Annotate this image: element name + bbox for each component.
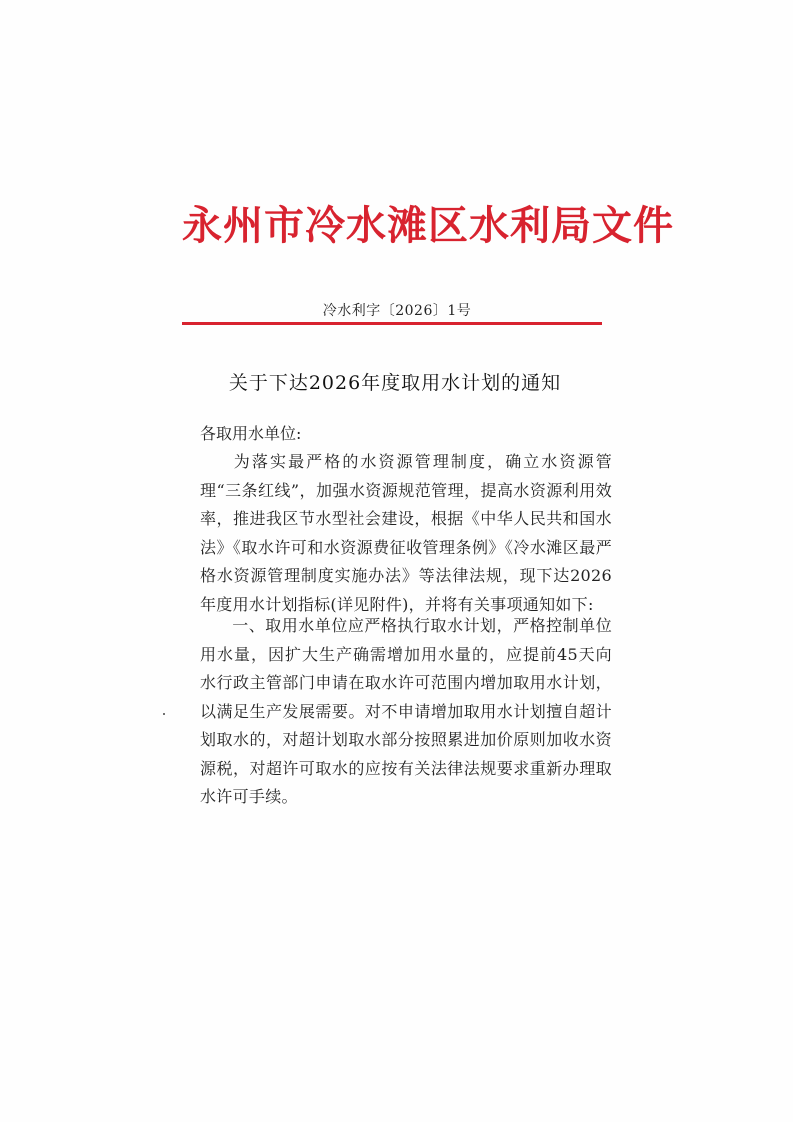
letterhead-title: 永州市冷水滩区水利局文件 bbox=[182, 202, 674, 249]
body-paragraph bbox=[200, 612, 612, 812]
salutation: 各取用水单位: bbox=[200, 424, 302, 443]
paragraph-text: 一、取用水单位应严格执行取水计划，严格控制单位用水量，因扩大生产确需增加用水量的，应提前45天向水行政主管部门申请在取水许可范围内增加取用水计划，以满足生产发展需要。对不申请增加取用水计划擅自超计划取水的，对超计划取水部分按照累进加价原则加收水资源税，对超许可取水的应按有关法律法规要求重新办理取水许可手续。 bbox=[200, 616, 612, 806]
paragraph-text: 为落实最严格的水资源管理制度，确立水资源管理“三条红线”，加强水资源规范管理，提高水资源利用效率，推进我区节水型社会建设，根据《中华人民共和国水法》《取水许可和水资源费征收管理条例》《冷水滩区最严格水资源管理制度实施办法》等法律法规，现下达2026年度用水计划指标(详见附件)，并将有关事项通知如下: bbox=[200, 452, 612, 614]
scan-artifact-dot bbox=[163, 713, 165, 715]
notice-title: 关于下达2026年度取用水计划的通知 bbox=[228, 372, 562, 394]
body-paragraph bbox=[200, 448, 612, 619]
document-number: 冷水利字〔2026〕1号 bbox=[322, 303, 472, 319]
red-divider-line bbox=[182, 322, 602, 325]
